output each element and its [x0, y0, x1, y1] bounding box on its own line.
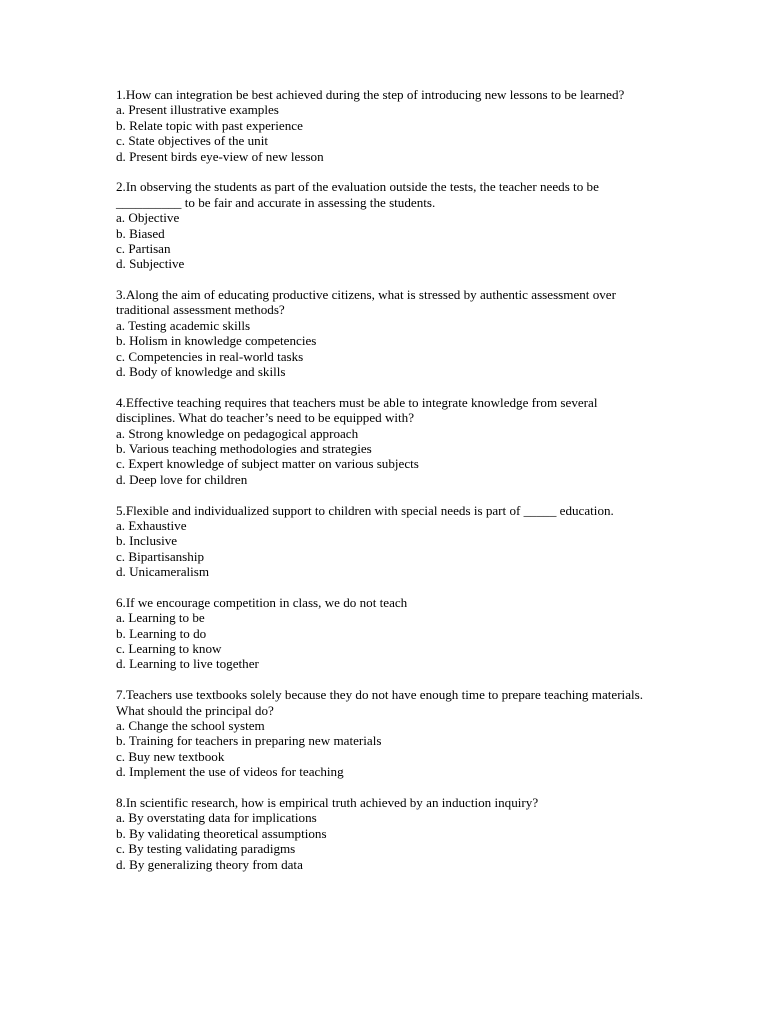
option-c: c. Bipartisanship — [116, 548, 205, 564]
option-b: b. Biased — [116, 225, 165, 241]
option-c: c. Expert knowledge of subject matter on various subjects — [116, 456, 419, 472]
option-b: b. By validating theoretical assumptions — [116, 825, 327, 841]
option-c: c. State objectives of the unit — [116, 133, 268, 149]
option-c: c. Buy new textbook — [116, 748, 225, 764]
option-a: a. Testing academic skills — [116, 317, 251, 333]
question-8 — [116, 795, 656, 872]
question-7 — [116, 687, 656, 779]
option-a: a. By overstating data for implications — [116, 810, 317, 826]
question-text: 3.Along the aim of educating productive citizens, what is stressed by authentic assessment over traditional assessment methods? — [116, 287, 620, 318]
question-text: 8.In scientific research, how is empirical truth achieved by an induction inquiry? — [116, 794, 539, 810]
option-d: d. By generalizing theory from data — [116, 856, 303, 872]
question-5 — [116, 503, 656, 580]
option-c: c. Partisan — [116, 240, 171, 256]
option-b: b. Inclusive — [116, 533, 178, 549]
option-a: a. Objective — [116, 210, 180, 226]
option-a: a. Exhaustive — [116, 517, 187, 533]
question-1 — [116, 87, 656, 164]
option-a: a. Present illustrative examples — [116, 102, 279, 118]
option-a: a. Strong knowledge on pedagogical approach — [116, 425, 359, 441]
option-d: d. Deep love for children — [116, 471, 248, 487]
question-2 — [116, 179, 656, 271]
option-b: b. Relate topic with past experience — [116, 117, 303, 133]
question-text: 2.In observing the students as part of the evaluation outside the tests, the teacher needs to be __________ to be fair and accurate in assessing the students. — [116, 179, 603, 210]
option-c: c. Competencies in real-world tasks — [116, 348, 304, 364]
option-b: b. Training for teachers in preparing new materials — [116, 733, 382, 749]
question-text: 5.Flexible and individualized support to children with special needs is part of _____ education. — [116, 502, 614, 518]
question-text: 4.Effective teaching requires that teachers must be able to integrate knowledge from several disciplines. What do teacher’s need to be equipped with? — [116, 394, 601, 426]
option-b: b. Holism in knowledge competencies — [116, 333, 317, 349]
question-3 — [116, 287, 656, 379]
option-b: b. Learning to do — [116, 625, 207, 641]
question-4 — [116, 395, 656, 487]
option-a: a. Change the school system — [116, 718, 265, 733]
option-d: d. Body of knowledge and skills — [116, 364, 286, 380]
option-c: c. Learning to know — [116, 641, 222, 657]
option-b: b. Various teaching methodologies and strategies — [116, 441, 372, 457]
option-d: d. Unicameralism — [116, 564, 210, 580]
option-a: a. Learning to be — [116, 610, 205, 626]
option-d: d. Subjective — [116, 256, 185, 272]
option-d: d. Implement the use of videos for teaching — [116, 764, 344, 780]
option-d: d. Learning to live together — [116, 656, 259, 672]
document-page — [116, 87, 656, 887]
question-text: 6.If we encourage competition in class, we do not teach — [116, 594, 408, 610]
question-text: 7.Teachers use textbooks solely because they do not have enough time to prepare teaching materials. What should the principal do? — [116, 687, 647, 718]
question-6 — [116, 595, 656, 672]
option-d: d. Present birds eye-view of new lesson — [116, 148, 324, 164]
question-text: 1.How can integration be best achieved during the step of introducing new lessons to be learned? — [116, 87, 625, 102]
option-c: c. By testing validating paradigms — [116, 841, 296, 857]
